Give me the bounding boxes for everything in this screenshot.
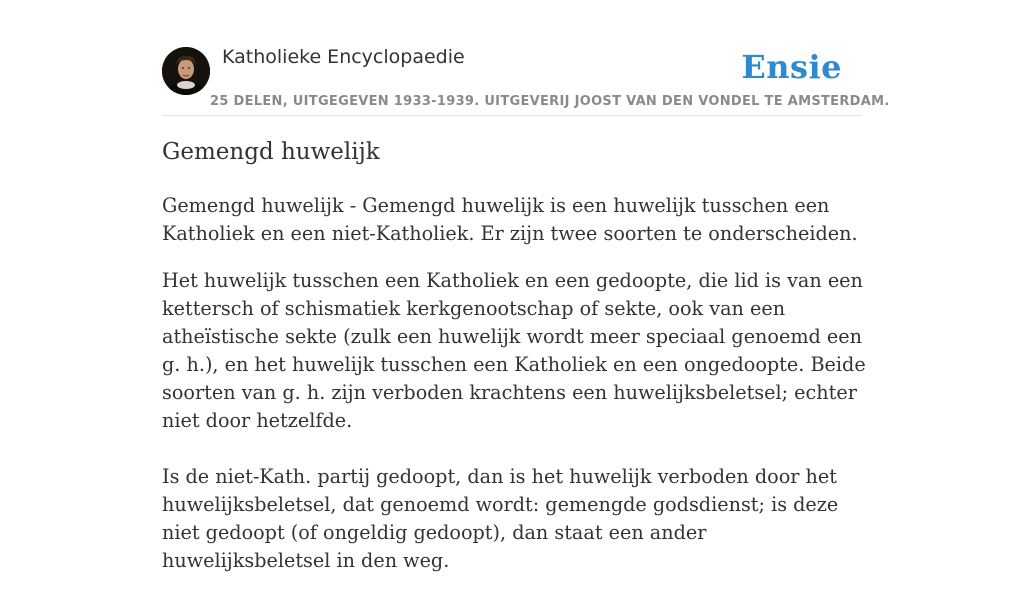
site-header bbox=[162, 40, 890, 116]
book-subtitle: 25 DELEN, UITGEGEVEN 1933-1939. UITGEVERIJ JOOST VAN DEN VONDEL TE AMSTERDAM. bbox=[210, 94, 890, 109]
article-paragraph: Is de niet-Kath. partij gedoopt, dan is het huwelijk verboden door het huwelijksbeletsel, dat genoemd wordt: gemengde godsdienst; is deze niet gedoopt (of ongeldig gedoopt), dan staat een ander huwelijksbeletsel in den weg. bbox=[162, 465, 839, 572]
header-divider bbox=[162, 115, 862, 116]
brand-logo[interactable]: Ensie bbox=[741, 48, 842, 86]
article-title: Gemengd huwelijk bbox=[162, 139, 380, 165]
portrait-avatar[interactable] bbox=[162, 47, 210, 95]
article-paragraph: Het huwelijk tusschen een Katholiek en een gedoopte, die lid is van een kettersch of schismatiek kerkgenootschap of sekte, ook van een atheïstische sekte (zulk een huwelijk wordt meer speciaal genoemd een g. h.), en het huwelijk tusschen een Katholiek en een ongedoopte. Beide soorten van g. h. zijn verboden krachtens een huwelijksbeletsel; echter niet door hetzelfde. bbox=[162, 269, 866, 432]
article-body bbox=[162, 192, 874, 594]
book-title[interactable]: Katholieke Encyclopaedie bbox=[222, 46, 465, 68]
portrait-icon bbox=[162, 47, 210, 95]
article-paragraph: Gemengd huwelijk - Gemengd huwelijk is een huwelijk tusschen een Katholiek en een niet-Katholiek. Er zijn twee soorten te onderscheiden. bbox=[162, 194, 858, 245]
